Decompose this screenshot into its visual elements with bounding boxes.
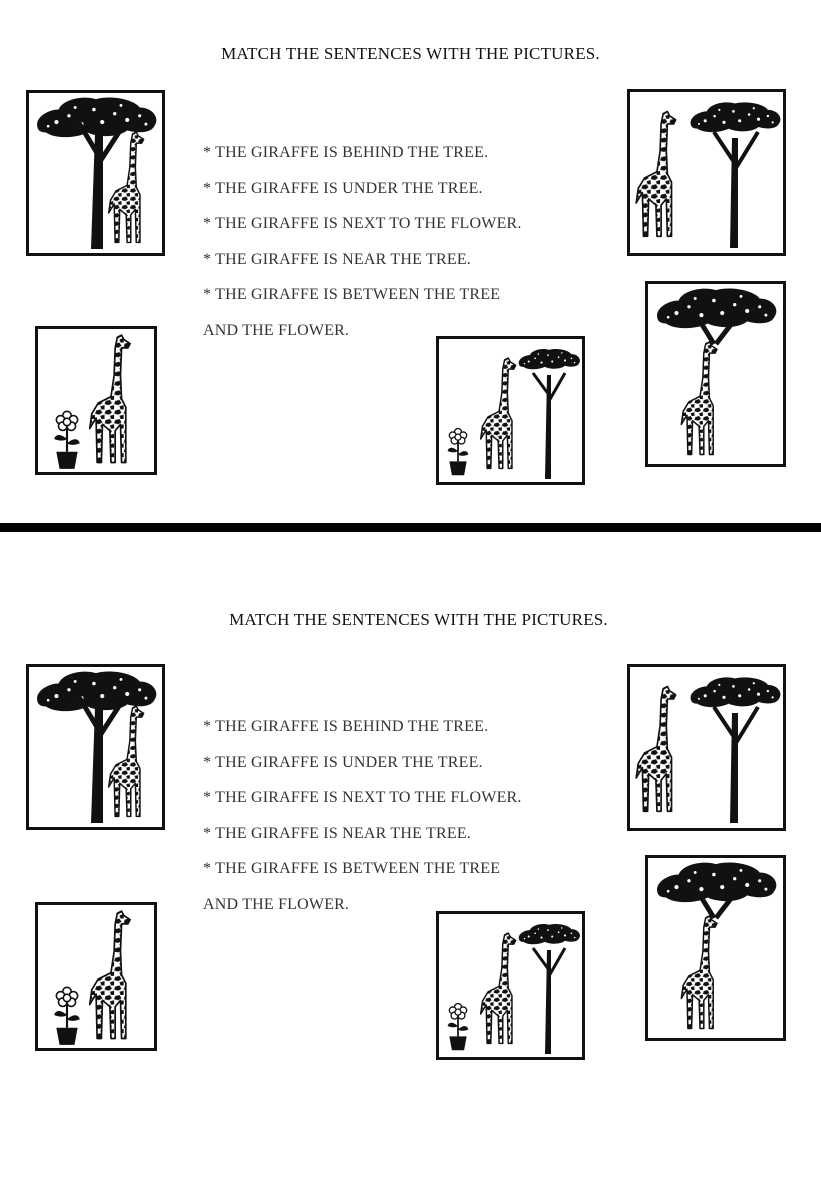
sentence-item: * THE GIRAFFE IS NEAR THE TREE. [203, 824, 471, 842]
worksheet-top [0, 0, 821, 560]
sentence-item: * THE GIRAFFE IS BEHIND THE TREE. [203, 144, 489, 161]
page-title: MATCH THE SENTENCES WITH THE PICTURES. [221, 44, 600, 63]
sentence-item: * THE GIRAFFE IS NEXT TO THE FLOWER. [203, 215, 522, 233]
sentence-item: * THE GIRAFFE IS UNDER THE TREE. [203, 179, 483, 197]
giraffe-near-tree-icon [627, 89, 786, 256]
giraffe-between-tree-and-flower-icon [436, 911, 585, 1060]
giraffe-next-to-flower-icon [35, 326, 157, 475]
worksheet-bottom [0, 575, 821, 1135]
giraffe-near-tree-icon [627, 664, 786, 831]
giraffe-under-tree-icon [645, 855, 786, 1041]
giraffe-under-tree-icon [645, 281, 786, 467]
sentence-item: * THE GIRAFFE IS NEAR THE TREE. [203, 250, 471, 268]
giraffe-between-tree-and-flower-icon [436, 336, 585, 485]
section-divider [0, 523, 821, 532]
sentence-item: * THE GIRAFFE IS BETWEEN THE TREE [203, 286, 501, 304]
sentence-item: * THE GIRAFFE IS UNDER THE TREE. [203, 753, 483, 771]
sentence-list [203, 709, 522, 923]
sentence-item: AND THE FLOWER. [203, 321, 350, 339]
sentence-item: * THE GIRAFFE IS BEHIND THE TREE. [203, 718, 489, 735]
sentence-list [203, 135, 522, 349]
giraffe-next-to-flower-icon [35, 902, 157, 1051]
page-title: MATCH THE SENTENCES WITH THE PICTURES. [229, 610, 608, 629]
giraffe-behind-tree-icon [26, 664, 165, 830]
sentence-item: AND THE FLOWER. [203, 895, 350, 913]
sentence-item: * THE GIRAFFE IS BETWEEN THE TREE [203, 860, 501, 878]
giraffe-behind-tree-icon [26, 90, 165, 256]
sentence-item: * THE GIRAFFE IS NEXT TO THE FLOWER. [203, 789, 522, 807]
